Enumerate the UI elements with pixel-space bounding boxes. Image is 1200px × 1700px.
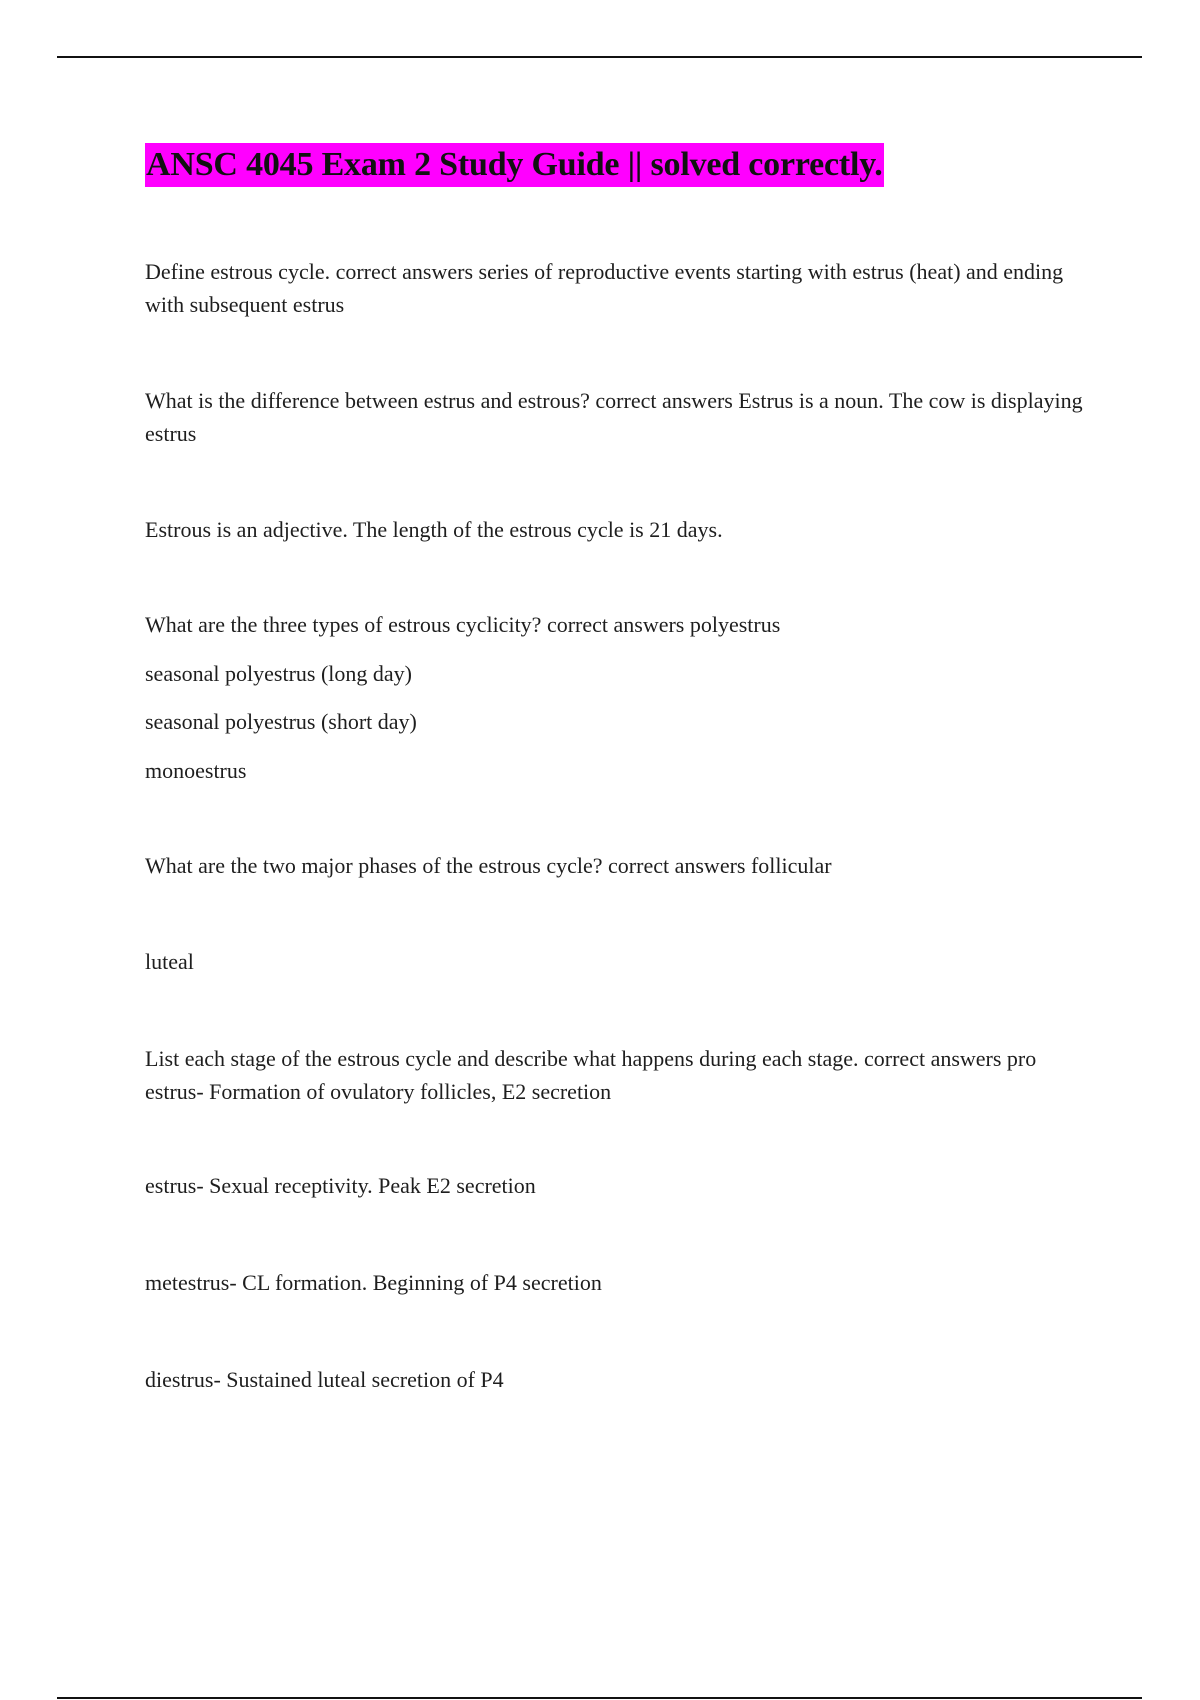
paragraph-diestrus-stage: diestrus- Sustained luteal secretion of P4 xyxy=(145,1367,504,1392)
paragraph-estrous-adjective: Estrous is an adjective. The length of the estrous cycle is 21 days. xyxy=(145,517,723,542)
bottom-rule xyxy=(57,1697,1142,1699)
top-rule xyxy=(57,56,1142,58)
document-title: ANSC 4045 Exam 2 Study Guide || solved correctly. xyxy=(145,143,884,187)
paragraph-types-of-cyclicity: What are the three types of estrous cyclicity? correct answers polyestrus xyxy=(145,612,781,637)
paragraph-luteal: luteal xyxy=(145,949,194,974)
paragraph-two-major-phases: What are the two major phases of the estrous cycle? correct answers follicular xyxy=(145,853,832,878)
list-item-monoestrus: monoestrus xyxy=(145,758,247,783)
paragraph-estrus-stage: estrus- Sexual receptivity. Peak E2 secretion xyxy=(145,1173,536,1198)
paragraph-stages-of-cycle: List each stage of the estrous cycle and describe what happens during each stage. correct answers pro estrus- Formation of ovulatory follicles, E2 secretion xyxy=(145,1046,1037,1104)
list-item-seasonal-short-day: seasonal polyestrus (short day) xyxy=(145,709,417,734)
paragraph-metestrus-stage: metestrus- CL formation. Beginning of P4 secretion xyxy=(145,1270,602,1295)
list-item-seasonal-long-day: seasonal polyestrus (long day) xyxy=(145,661,412,686)
paragraph-estrus-vs-estrous: What is the difference between estrus and estrous? correct answers Estrus is a noun. The cow is displaying estrus xyxy=(145,388,1083,446)
paragraph-define-estrous-cycle: Define estrous cycle. correct answers series of reproductive events starting with estrus (heat) and ending with subsequent estrus xyxy=(145,259,1064,317)
